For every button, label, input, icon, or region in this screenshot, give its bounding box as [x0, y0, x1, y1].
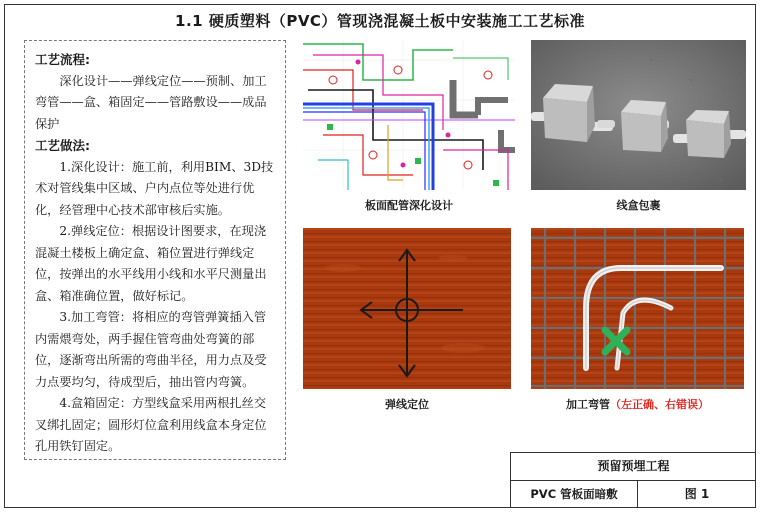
process-text-panel [24, 40, 286, 460]
boxes-caption: 线盒包裹 [616, 199, 661, 212]
title-block-figure-no: 图 1 [684, 487, 710, 501]
method-heading: 工艺做法: [35, 138, 90, 153]
process-heading: 工艺流程: [35, 52, 90, 67]
bending-caption-note: （左正确、右错误） [610, 398, 709, 411]
method-step-3: 3.加工弯管：将相应的弯管弹簧插入管内需煨弯处，两手握住管弯曲处弯簧的部位，逐渐弯出所需的弯曲半径，用力点及受力点要均匀，待成型后，抽出管内弯簧。 [35, 310, 267, 389]
title-block-category: 预留预埋工程 [511, 453, 756, 481]
title-block [510, 452, 756, 508]
page-title: 1.1 硬质塑料（PVC）管现浇混凝土板中安装施工工艺标准 [175, 12, 585, 30]
method-step-1: 1.深化设计：施工前，利用BIM、3D技术对管线集中区域、户内点位等处进行优化，经管理中心技术部审核后实施。 [35, 159, 274, 217]
bending-photo [531, 228, 744, 389]
cad-drawing-image [303, 40, 515, 190]
title-block-item: PVC 管板面暗敷 [511, 481, 638, 508]
method-step-2: 2.弹线定位：根据设计图要求，在现浇混凝土楼板上确定盒、箱位置进行弹线定位，按弹出的水平线用小线和水平尺测量出盒、箱准确位置，做好标记。 [35, 224, 267, 303]
boxes-photo [531, 40, 746, 190]
bending-caption-main: 加工弯管 [566, 398, 610, 411]
cad-caption: 板面配管深化设计 [365, 199, 453, 212]
process-text: 深化设计——弹线定位——预制、加工弯管——盒、箱固定——管路敷设——成品保护 [35, 73, 267, 131]
method-step-4: 4.盒箱固定：方型线盒采用两根扎丝交叉绑扎固定；圆形灯位盒利用线盒本身定位孔用铁钉固定。 [35, 396, 267, 453]
layout-caption: 弹线定位 [385, 398, 429, 411]
layout-marking-photo [303, 228, 511, 389]
bending-caption [531, 396, 744, 412]
